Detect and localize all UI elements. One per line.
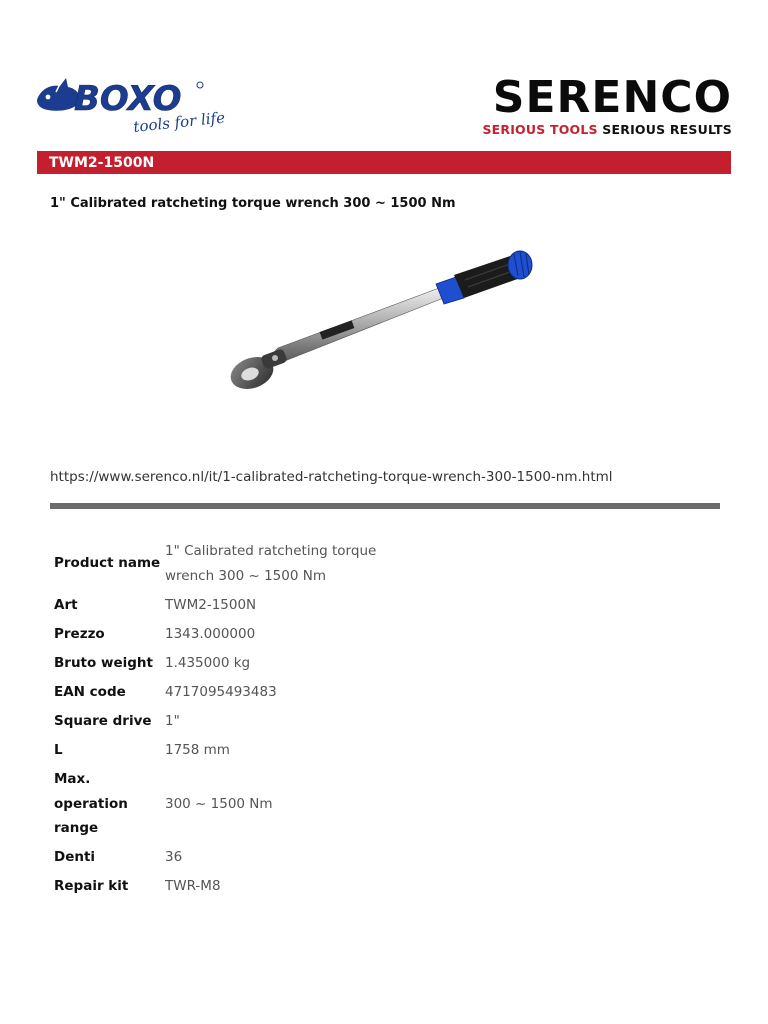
spec-label: Prezzo xyxy=(54,626,105,643)
tagline-serious-tools: SERIOUS TOOLS xyxy=(482,122,598,137)
spec-label: Denti xyxy=(54,849,96,866)
spec-value: 1758 mm xyxy=(165,742,230,759)
spec-row xyxy=(50,620,450,649)
spec-label: Bruto weight xyxy=(54,655,153,672)
spec-row xyxy=(50,678,450,707)
spec-value: 36 xyxy=(165,849,183,866)
spec-label: Art xyxy=(54,597,78,614)
serenco-tagline xyxy=(482,122,732,137)
boxo-logo xyxy=(34,70,239,140)
spec-table xyxy=(50,536,450,901)
serenco-logo xyxy=(482,74,732,137)
spec-label: EAN code xyxy=(54,684,126,701)
spec-label: Square drive xyxy=(54,713,152,730)
torque-wrench-image xyxy=(220,240,550,405)
spec-value: 1343.000000 xyxy=(165,626,256,643)
spec-value: 1" xyxy=(165,713,180,730)
section-divider xyxy=(50,503,720,509)
svg-text:tools for life: tools for life xyxy=(132,108,226,136)
spec-value: 300 ~ 1500 Nm xyxy=(165,795,273,812)
product-subtitle: 1" Calibrated ratcheting torque wrench 300 ~ 1500 Nm xyxy=(50,196,456,211)
product-url-link[interactable]: https://www.serenco.nl/it/1-calibrated-ratcheting-torque-wrench-300-1500-nm.html xyxy=(50,469,613,485)
spec-value: 1" Calibrated ratcheting torque wrench 300 ~ 1500 Nm xyxy=(165,543,377,584)
spec-value: TWR-M8 xyxy=(165,878,221,895)
tagline-serious-results: SERIOUS RESULTS xyxy=(602,122,732,137)
spec-row xyxy=(50,843,450,872)
spec-row xyxy=(50,736,450,765)
spec-label: Max. operation range xyxy=(54,771,128,837)
spec-value: 4717095493483 xyxy=(165,684,277,701)
spec-row xyxy=(50,591,450,620)
spec-label: L xyxy=(54,742,63,759)
spec-value: 1.435000 kg xyxy=(165,655,251,672)
spec-row xyxy=(50,536,450,591)
serenco-wordmark: SERENCO xyxy=(492,72,732,123)
spec-label: Repair kit xyxy=(54,878,129,895)
spec-row xyxy=(50,707,450,736)
spec-row xyxy=(50,872,450,901)
page-header xyxy=(0,0,768,150)
spec-row xyxy=(50,649,450,678)
spec-value: TWM2-1500N xyxy=(165,597,257,614)
spec-row xyxy=(50,765,450,843)
spec-label: Product name xyxy=(54,555,161,572)
svg-text:BOXO: BOXO xyxy=(74,79,182,119)
product-code-bar: TWM2-1500N xyxy=(37,151,731,174)
